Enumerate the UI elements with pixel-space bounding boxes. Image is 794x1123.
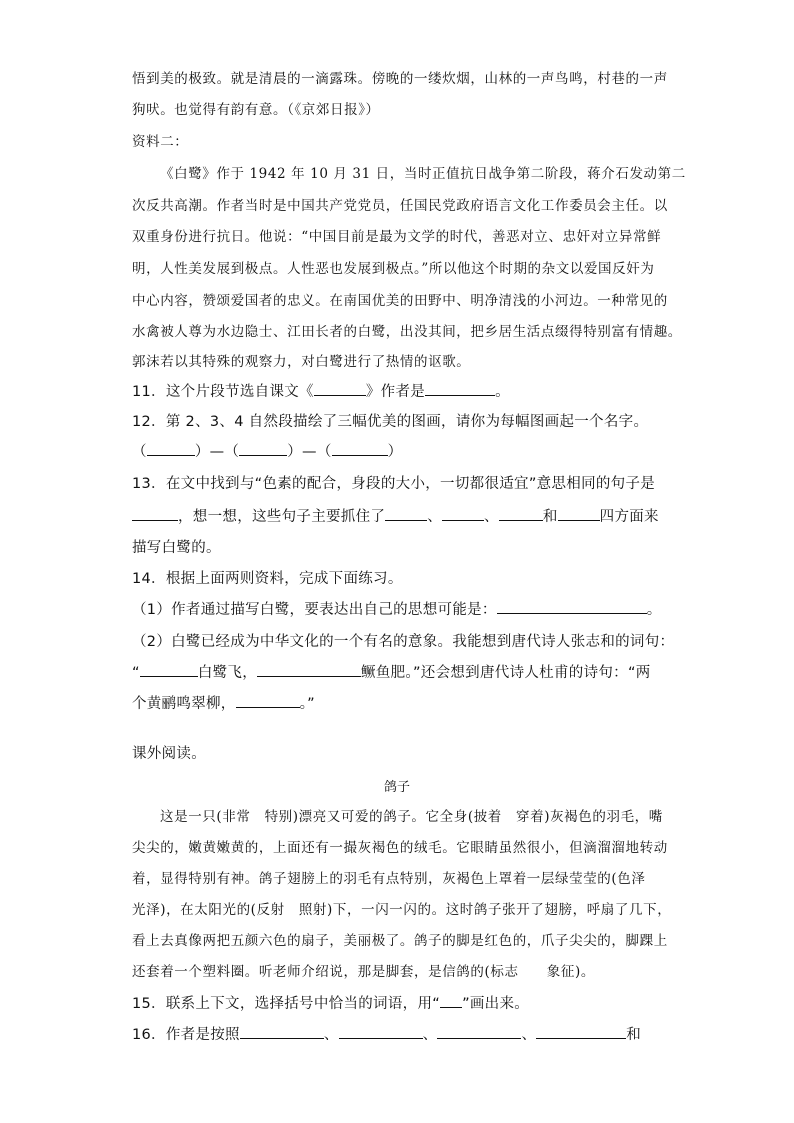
material-two-line: 明，人性美发展到极点。人性恶也发展到极点。”所以他这个时期的杂文以爱国反奸为	[132, 261, 655, 277]
question-14-part-2-line2: 个黄鹂鸣翠柳， 。”	[132, 692, 315, 713]
answer-blank[interactable]	[339, 1024, 423, 1039]
answer-blank[interactable]	[240, 1024, 324, 1039]
material-one-line-1: 悟到美的极致。就是清晨的一滴露珠。傍晚的一缕炊烟，山林的一声鸟鸣，村巷的一声	[132, 71, 668, 87]
answer-blank[interactable]	[257, 662, 361, 677]
answer-blank[interactable]	[425, 381, 495, 396]
extra-reading-heading: 课外阅读。	[132, 746, 206, 762]
question-15: 15．联系上下文，选择括号中恰当的词语，用“ ”画出来。	[132, 992, 529, 1013]
answer-blank[interactable]	[536, 1024, 626, 1039]
material-two-line: 中心内容，赞颂爱国者的忠义。在南国优美的田野中、明净清浅的小河边。一种常见的	[132, 293, 668, 309]
question-14-part-2-blanks: “ 白鹭飞， 鳜鱼肥。”还会想到唐代诗人杜甫的诗句：“两	[132, 661, 651, 682]
material-two-heading: 资料二：	[132, 134, 189, 150]
answer-blank[interactable]	[332, 441, 388, 456]
question-13: 13．在文中找到与“色素的配合，身段的大小，一切都很适宜”意思相同的句子是	[132, 476, 656, 492]
passage-line: 看上去真像两把五颜六色的扇子，美丽极了。鸽子的脚是红色的，爪子尖尖的，脚踝上	[132, 933, 668, 949]
answer-blank[interactable]	[239, 441, 287, 456]
material-two-line: 水禽被人尊为水边隐士、江田长者的白鹭，出没其间，把乡居生活点缀得特别富有情趣。	[132, 324, 682, 340]
passage-line: 光泽)，在太阳光的(反射 照射)下，一闪一闪的。这时鸽子张开了翅膀，呼扇了几下，	[132, 902, 672, 918]
question-14-part-2: （2）白鹭已经成为中华文化的一个有名的意象。我能想到唐代诗人张志和的词句：	[132, 634, 675, 650]
question-14-part-1: （1）作者通过描写白鹭，要表达出自己的思想可能是： 。	[132, 598, 662, 619]
material-two-line: 郭沫若以其特殊的观察力，对白鹭进行了热情的讴歌。	[132, 354, 471, 370]
answer-blank[interactable]	[147, 441, 195, 456]
answer-blank[interactable]	[499, 506, 543, 521]
material-two-line: 次反共高潮。作者当时是中国共产党党员，任国民党政府语言文化工作委员会主任。以	[132, 198, 668, 214]
answer-blank[interactable]	[442, 506, 484, 521]
answer-blank[interactable]	[314, 381, 366, 396]
question-12: 12．第 2、3、4 自然段描绘了三幅优美的图画，请你为每幅图画起一个名字。	[132, 414, 649, 430]
passage-line: 这是一只(非常 特别)漂亮又可爱的鸽子。它全身(披着 穿着)灰褐色的羽毛，嘴	[160, 809, 663, 825]
material-two-line: 双重身份进行抗日。他说：“中国目前是最为文学的时代，善恶对立、忠奸对立异常鲜	[132, 229, 662, 245]
answer-blank[interactable]	[236, 693, 300, 708]
answer-blank[interactable]	[132, 506, 178, 521]
answer-blank[interactable]	[497, 599, 647, 614]
question-13-blanks: ，想一想，这些句子主要抓住了 、 、 和 四方面来	[132, 505, 659, 526]
answer-blank[interactable]	[385, 506, 427, 521]
passage-line: 尖尖的，嫩黄嫩黄的，上面还有一撮灰褐色的绒毛。它眼睛虽然很小，但滴溜溜地转动	[132, 840, 668, 856]
answer-blank[interactable]	[140, 662, 198, 677]
question-16: 16．作者是按照 、 、 、 和	[132, 1023, 641, 1044]
passage-line: 着，显得特别有神。鸽子翅膀上的羽毛有点特别，灰褐色上罩着一层绿莹莹的(色泽	[132, 871, 646, 887]
passage-title: 鸽子	[383, 780, 410, 795]
passage-line: 还套着一个塑料圈。听老师介绍说，那是脚套，是信鸽的(标志 象征)。	[132, 964, 595, 980]
question-13-line3: 描写白鹭的。	[132, 540, 221, 556]
answer-blank[interactable]	[437, 1024, 521, 1039]
answer-blank[interactable]	[558, 506, 600, 521]
question-14: 14．根据上面两则资料，完成下面练习。	[132, 571, 403, 587]
underline-sample	[440, 993, 462, 1008]
question-12-blanks: （ ）—（ ）—（ ）	[132, 440, 402, 461]
material-two-line: 《白鹭》作于 1942 年 10 月 31 日，当时正值抗日战争第二阶段，蒋介石发动第二	[160, 166, 686, 182]
question-11: 11．这个片段节选自课文《 》作者是 。	[132, 380, 510, 401]
material-one-line-2: 狗吠。也觉得有韵有意。（《京郊日报》）	[132, 102, 380, 118]
